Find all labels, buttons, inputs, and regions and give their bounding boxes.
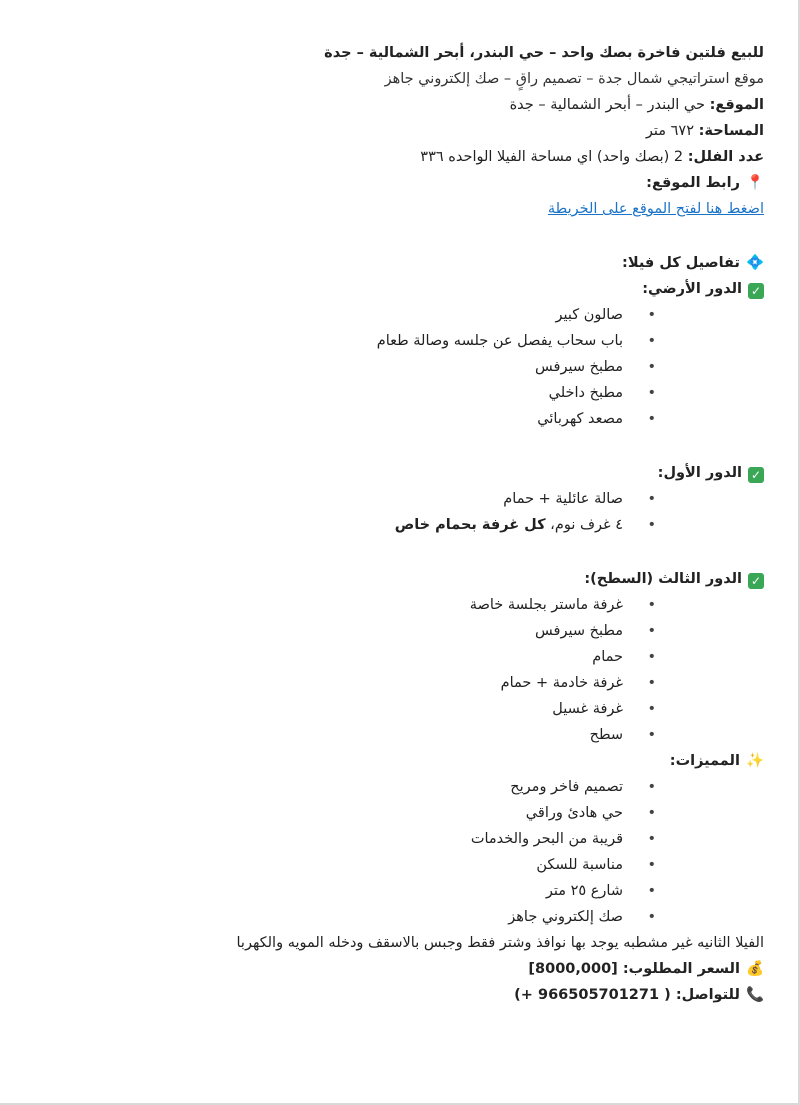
listing-document: [44, 40, 764, 1008]
contact-label: للتواصل:: [675, 987, 740, 1003]
third-floor-list: [44, 592, 764, 748]
listing-title: للبيع فلتين فاخرة بصك واحد – حي البندر، أبحر الشمالية – جدة: [324, 45, 764, 61]
ground-floor-heading: [44, 276, 764, 302]
location-value: حي البندر – أبحر الشمالية – جدة: [509, 97, 705, 113]
area-value: ٦٧٢ متر: [645, 123, 694, 139]
ground-floor-title: الدور الأرضي:: [642, 281, 742, 297]
first-floor-title: الدور الأول:: [657, 465, 742, 481]
list-item: • صالة عائلية + حمام: [44, 486, 764, 512]
details-title: تفاصيل كل فيلا:: [622, 255, 740, 271]
check-icon: ✓: [748, 467, 764, 483]
list-item: • شارع ٢٥ متر: [44, 878, 764, 904]
list-item: [44, 512, 764, 538]
contact-phone[interactable]: ( 966505701271 +): [514, 987, 671, 1003]
list-item: • قريبة من البحر والخدمات: [44, 826, 764, 852]
check-icon: ✓: [748, 283, 764, 299]
area-row: [44, 118, 764, 144]
list-item: • صالون كبير: [44, 302, 764, 328]
list-item: • مطبخ سيرفس: [44, 618, 764, 644]
list-item: • حي هادئ وراقي: [44, 800, 764, 826]
phone-icon: 📞: [745, 987, 764, 1003]
details-heading: [44, 250, 764, 276]
features-title: المميزات:: [669, 753, 740, 769]
map-row: [44, 170, 764, 196]
list-item: • غرفة خادمة + حمام: [44, 670, 764, 696]
villas-count-label: عدد الفلل:: [687, 149, 764, 165]
pin-icon: 📍: [745, 175, 764, 191]
area-label: المساحة:: [698, 123, 764, 139]
finishing-note: الفيلا الثانيه غير مشطبه يوجد بها نوافذ وشتر فقط وجبس بالاسقف ودخله المويه والكهربا: [236, 935, 764, 951]
listing-subtitle: موقع استراتيجي شمال جدة – تصميم راقٍ – صك إلكتروني جاهز: [384, 71, 764, 87]
list-item: • مصعد كهربائي: [44, 406, 764, 432]
list-item: • غرفة ماستر بجلسة خاصة: [44, 592, 764, 618]
ground-floor-list: [44, 302, 764, 432]
list-item: • حمام: [44, 644, 764, 670]
check-icon: ✓: [748, 573, 764, 589]
map-link-row: [44, 196, 764, 222]
list-item: • سطح: [44, 722, 764, 748]
features-list: [44, 774, 764, 930]
price-value: [8000,000]: [528, 961, 618, 977]
list-item: • صك إلكتروني جاهز: [44, 904, 764, 930]
list-item: • غرفة غسيل: [44, 696, 764, 722]
third-floor-title: الدور الثالث (السطح):: [584, 571, 742, 587]
list-item: • مناسبة للسكن: [44, 852, 764, 878]
list-item-text: ٤ غرف نوم،: [545, 517, 623, 533]
first-floor-heading: [44, 460, 764, 486]
diamond-icon: 💠: [745, 255, 764, 271]
sparkles-icon: ✨: [745, 753, 764, 769]
features-heading: [44, 748, 764, 774]
price-row: [44, 956, 764, 982]
list-item: • تصميم فاخر ومريح: [44, 774, 764, 800]
villas-count-row: [44, 144, 764, 170]
money-bag-icon: 💰: [745, 961, 764, 977]
list-item: • مطبخ داخلي: [44, 380, 764, 406]
map-label: رابط الموقع:: [646, 175, 740, 191]
contact-row: [44, 982, 764, 1008]
list-item: • مطبخ سيرفس: [44, 354, 764, 380]
price-label: السعر المطلوب:: [622, 961, 740, 977]
location-row: [44, 92, 764, 118]
location-label: الموقع:: [709, 97, 764, 113]
list-item: • باب سحاب يفصل عن جلسه وصالة طعام: [44, 328, 764, 354]
third-floor-heading: [44, 566, 764, 592]
map-link[interactable]: اضغط هنا لفتح الموقع على الخريطة: [547, 201, 764, 217]
first-floor-list: [44, 486, 764, 538]
list-item-bold-text: كل غرفة بحمام خاص: [394, 517, 546, 533]
villas-count-value: 2 (بصك واحد) اي مساحة الفيلا الواحده ٣٣٦: [420, 149, 684, 165]
